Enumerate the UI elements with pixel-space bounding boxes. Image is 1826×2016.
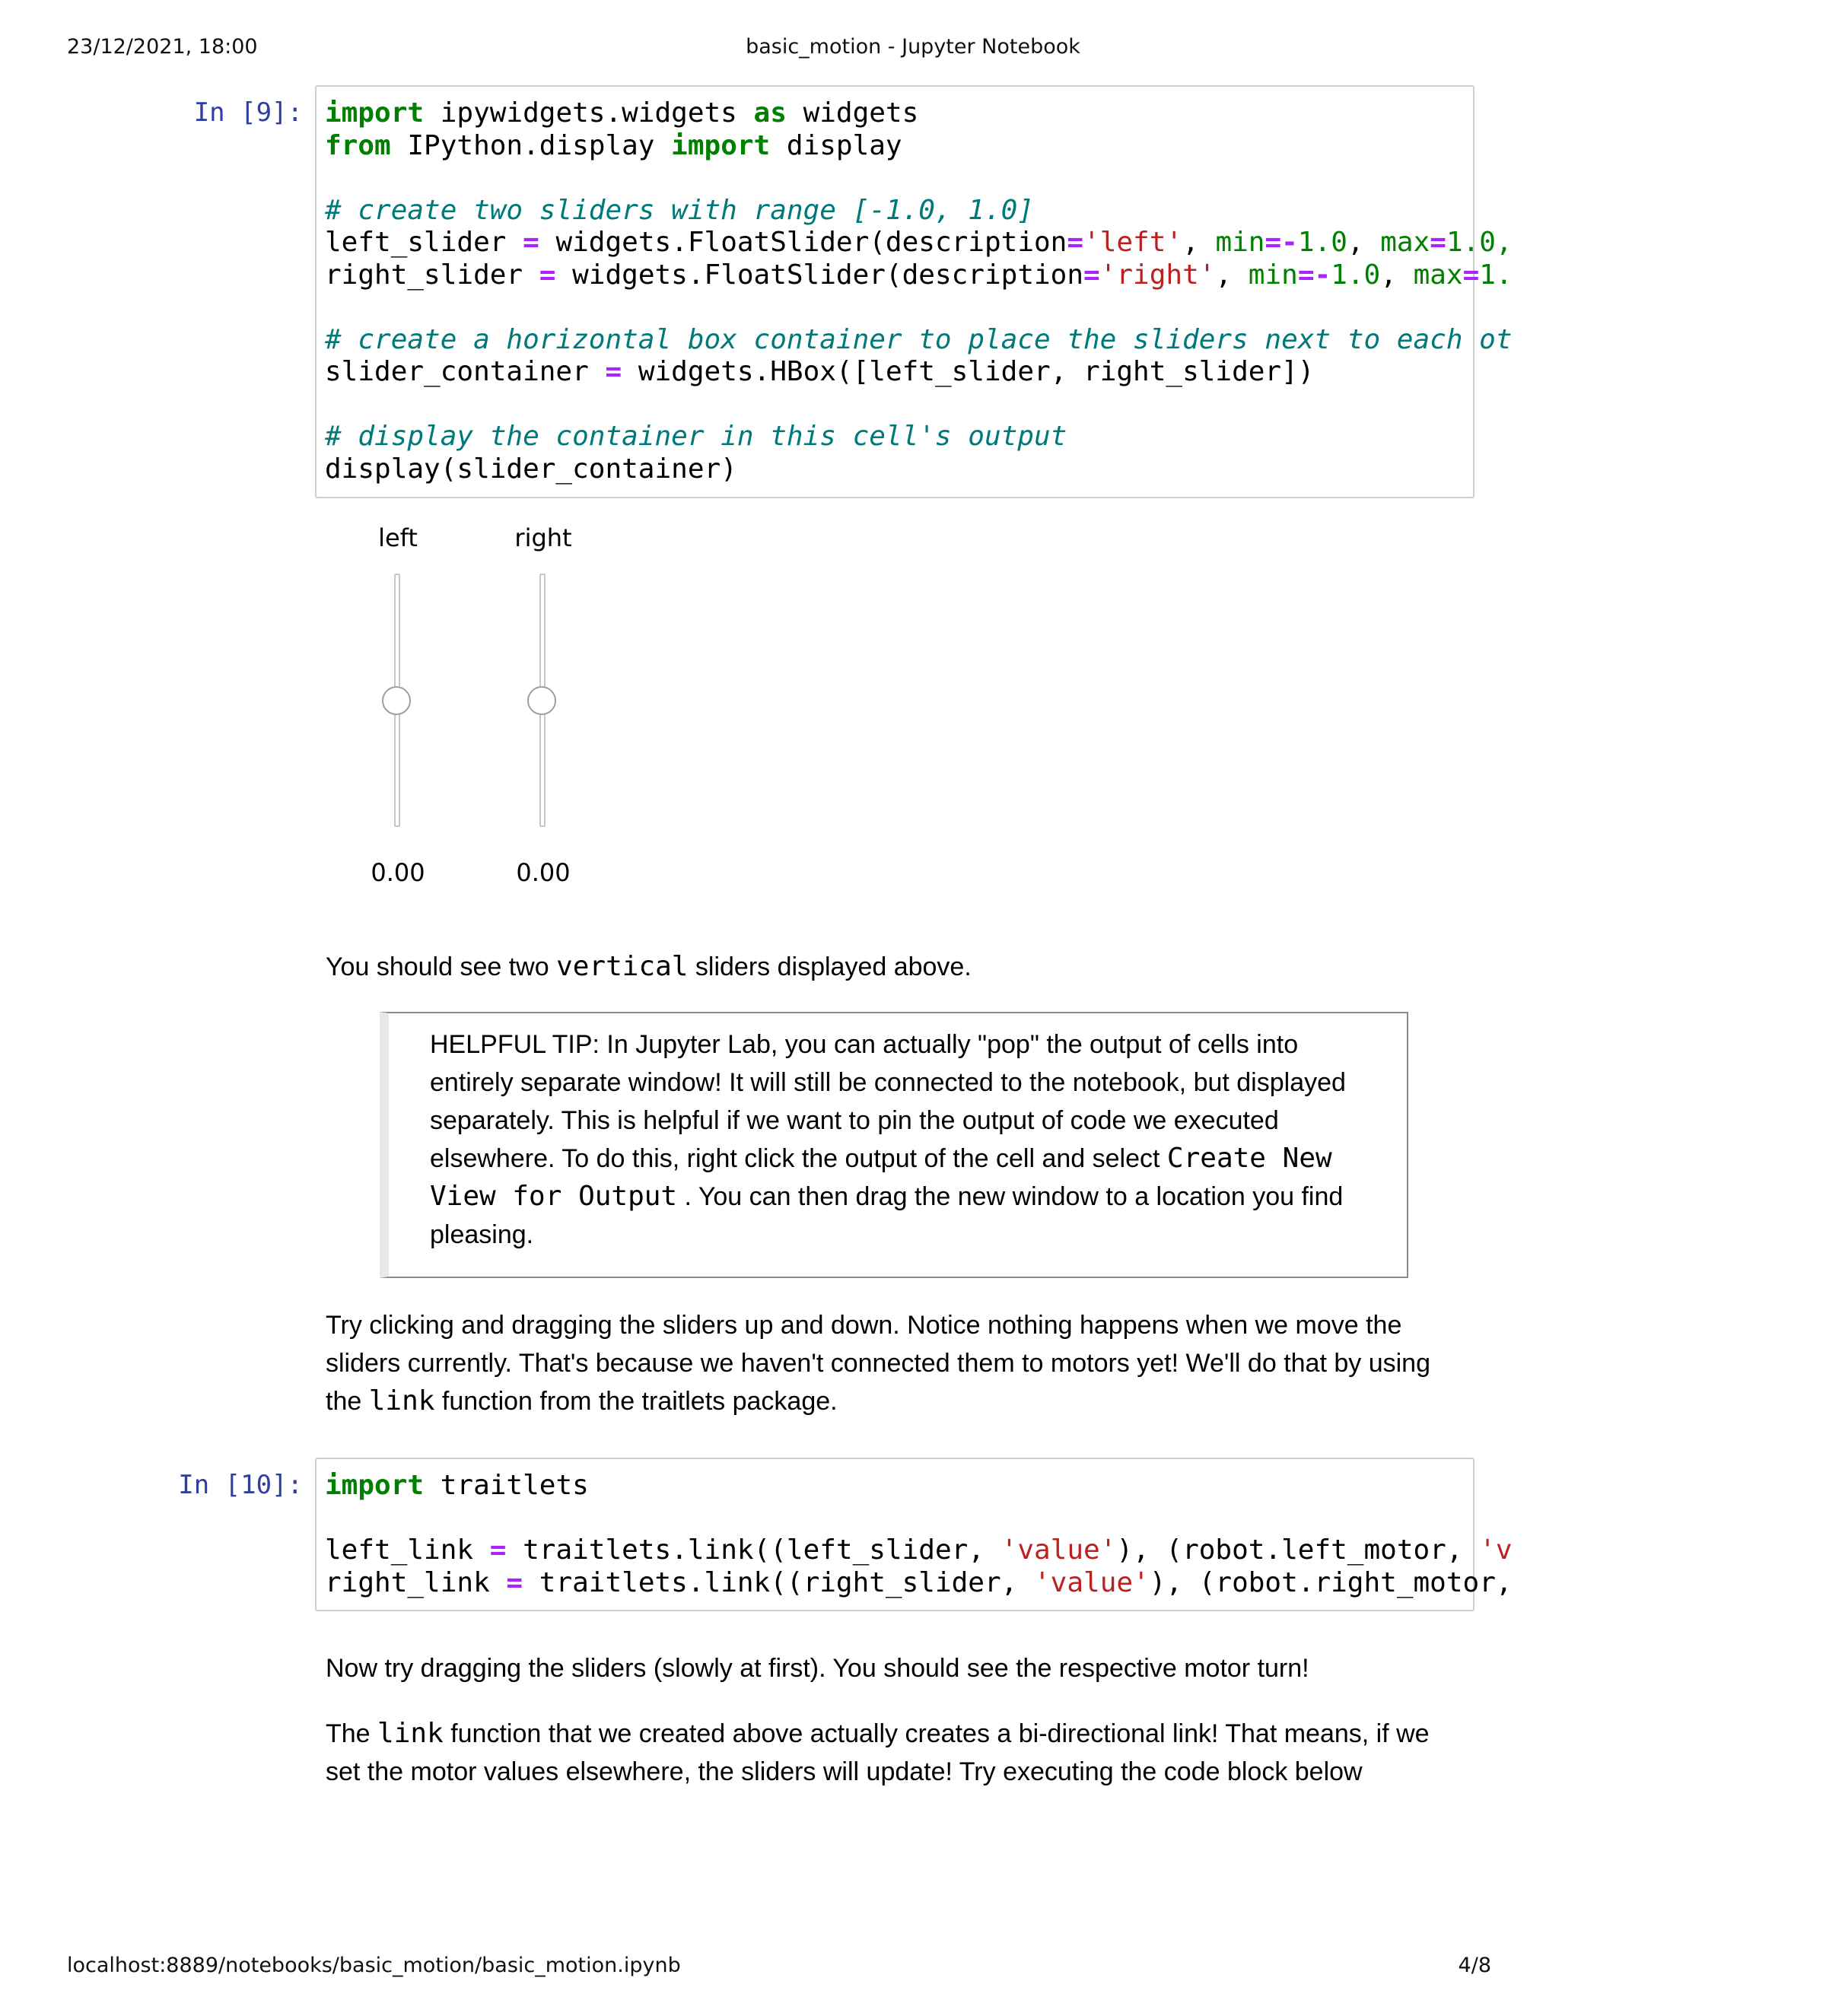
slider-label: left bbox=[378, 523, 418, 552]
paragraph-link-intro: Try clicking and dragging the sliders up and down. Notice nothing happens when we move the sliders currently. That's because we haven't connected them to motors yet! We'll do that by using the link function from the traitlets package. bbox=[326, 1311, 1430, 1417]
paragraph-vertical-sliders: You should see two vertical sliders displayed above. bbox=[326, 951, 972, 982]
cell-prompt: In [9]: bbox=[193, 97, 303, 128]
code-block: import traitlets left_link = traitlets.link((left_slider, 'value'), (robot.left_motor, 'v right_link = traitlets.link((right_slider, 'value'), (robot.right_motor, bbox=[325, 1470, 1513, 1598]
paragraph-try-dragging: Now try dragging the sliders (slowly at first). You should see the respective motor turn! bbox=[326, 1654, 1309, 1683]
slider-label: right bbox=[514, 523, 572, 552]
slider-readout: 0.00 bbox=[516, 858, 571, 887]
print-date: 23/12/2021, 18:00 bbox=[67, 35, 258, 59]
code-block: import ipywidgets.widgets as widgets from IPython.display import display # create two sliders with range [-1.0, 1.0] left_slider = widgets.FloatSlider(description='left', min=-1.0, max=1.0, right_slider = widgets.FloatSlider(description='right', min=-1.0, max=1. # create a horizontal box container to place the sliders next to each ot slider_container = widgets.HBox([left_slider, right_slider]) # display the container in this cell's output display(slider_container) bbox=[325, 97, 1513, 485]
page-number: 4/8 bbox=[1458, 1954, 1491, 1977]
cell-prompt: In [10]: bbox=[178, 1470, 303, 1500]
left-slider[interactable] bbox=[352, 523, 444, 896]
slider-handle[interactable] bbox=[527, 686, 556, 715]
footer-url: localhost:8889/notebooks/basic_motion/basic_motion.ipynb bbox=[67, 1954, 681, 1977]
page-title: basic_motion - Jupyter Notebook bbox=[746, 35, 1080, 59]
slider-handle[interactable] bbox=[382, 686, 411, 715]
slider-readout: 0.00 bbox=[371, 858, 425, 887]
paragraph-bidirectional-link: The link function that we created above actually creates a bi-directional link! That means, if we set the motor values elsewhere, the sliders will update! Try executing the code block below bbox=[326, 1718, 1430, 1786]
helpful-tip-box: HELPFUL TIP: In Jupyter Lab, you can actually "pop" the output of cells into entirely separate window! It will still be connected to the notebook, but displayed separately. This is helpful if we want to pin the output of code we executed elsewhere. To do this, right click the output of the cell and select Create New View for Output . You can then drag the new window to a location you find pleasing. bbox=[380, 1012, 1408, 1278]
code-cell-10[interactable] bbox=[315, 1458, 1513, 1611]
code-cell-9[interactable] bbox=[315, 85, 1513, 498]
right-slider[interactable] bbox=[498, 523, 589, 896]
